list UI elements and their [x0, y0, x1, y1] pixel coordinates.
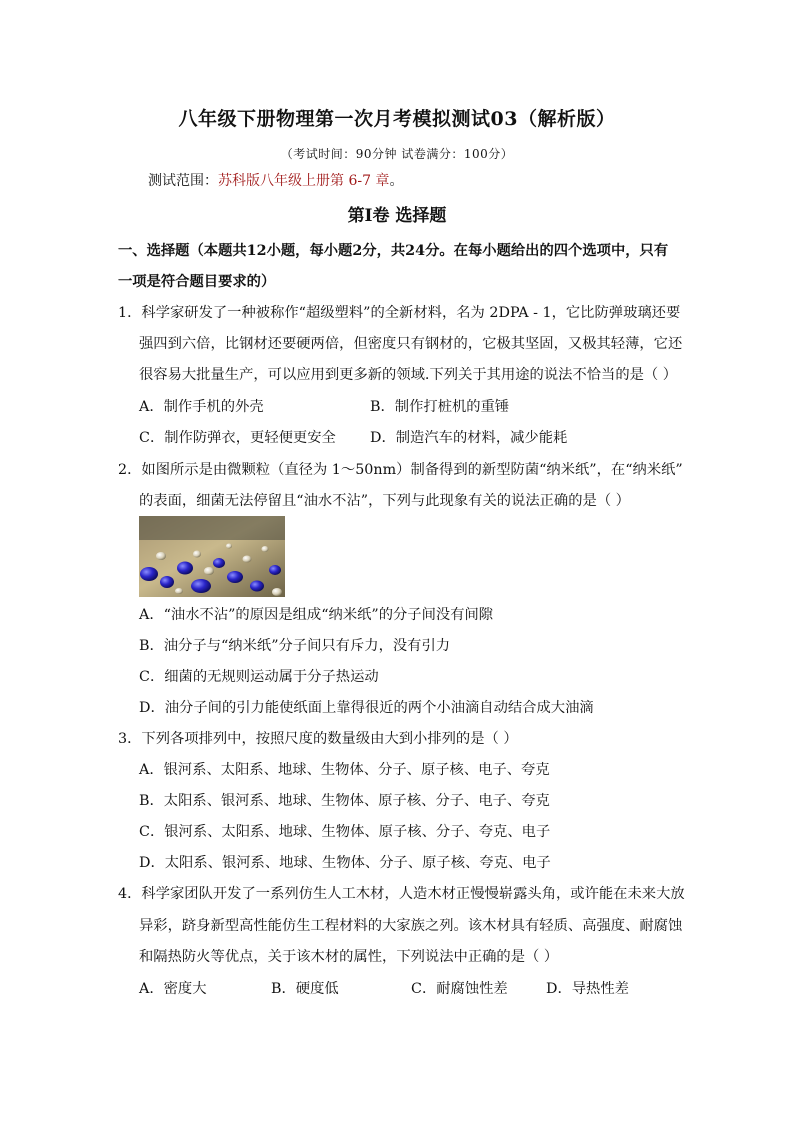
- instructions-line: 一项是符合题目要求的）: [118, 274, 276, 290]
- question-3-option-d[interactable]: D．太阳系、银河系、地球、生物体、分子、原子核、夸克、电子: [139, 855, 551, 871]
- question-1-text: 强四到六倍，比钢材还要硬两倍，但密度只有钢材的，它极其坚固，又极其轻薄，它还: [139, 336, 683, 352]
- question-4-option-c[interactable]: C．耐腐蚀性差: [411, 981, 508, 997]
- test-scope-label: 测试范围：: [148, 173, 218, 189]
- question-4-text: 4．科学家团队开发了一系列仿生人工木材，人造木材正慢慢崭露头角，或许能在未来大放: [118, 886, 685, 902]
- nano-paper-droplets-image: [139, 516, 285, 597]
- question-4-option-d[interactable]: D．导热性差: [546, 981, 629, 997]
- question-1-text: 很容易大批量生产，可以应用到更多新的领域.下列关于其用途的说法不恰当的是（ ）: [139, 367, 678, 383]
- question-2-option-a[interactable]: A．“油水不沾”的原因是组成“纳米纸”的分子间没有间隙: [139, 607, 494, 623]
- exam-title: 八年级下册物理第一次月考模拟测试03（解析版）: [178, 108, 616, 130]
- question-4-text: 异彩，跻身新型高性能仿生工程材料的大家族之列。该木材具有轻质、高强度、耐腐蚀: [139, 918, 683, 934]
- test-scope-end: 。: [389, 173, 404, 189]
- question-3-option-b[interactable]: B．太阳系、银河系、地球、生物体、原子核、分子、电子、夸克: [139, 793, 550, 809]
- question-1-option-d[interactable]: D．制造汽车的材料，减少能耗: [370, 430, 568, 446]
- question-2-option-c[interactable]: C．细菌的无规则运动属于分子热运动: [139, 669, 379, 685]
- question-1-option-b[interactable]: B．制作打桩机的重锤: [370, 399, 510, 415]
- question-2-option-b[interactable]: B．油分子与“纳米纸”分子间只有斥力，没有引力: [139, 638, 451, 654]
- question-3-option-c[interactable]: C．银河系、太阳系、地球、生物体、原子核、分子、夸克、电子: [139, 824, 551, 840]
- question-3-option-a[interactable]: A．银河系、太阳系、地球、生物体、分子、原子核、电子、夸克: [139, 762, 550, 778]
- question-2-text: 的表面，细菌无法停留且“油水不沾”，下列与此现象有关的说法正确的是（ ）: [139, 493, 630, 509]
- question-4-text: 和隔热防火等优点，关于该木材的属性，下列说法中正确的是（ ）: [139, 949, 559, 965]
- question-4-option-b[interactable]: B．硬度低: [271, 981, 339, 997]
- test-scope: [148, 170, 403, 190]
- test-scope-value: 苏科版八年级上册第 6-7 章: [218, 173, 390, 189]
- question-3-text: 3．下列各项排列中，按照尺度的数量级由大到小排列的是（ ）: [118, 731, 518, 747]
- question-2-option-d[interactable]: D．油分子间的引力能使纸面上靠得很近的两个小油滴自动结合成大油滴: [139, 700, 594, 716]
- question-2-text: 2．如图所示是由微颗粒（直径为 1～50nm）制备得到的新型防菌“纳米纸”，在“纳米纸”: [118, 462, 683, 478]
- question-4-option-a[interactable]: A．密度大: [139, 981, 207, 997]
- instructions-line: 一、选择题（本题共12小题，每小题2分，共24分。在每小题给出的四个选项中，只有: [118, 243, 669, 259]
- exam-subtitle: （考试时间：90分钟 试卷满分：100分）: [280, 147, 514, 161]
- question-1-option-c[interactable]: C．制作防弹衣，更轻便更安全: [139, 430, 336, 446]
- section-title: 第Ⅰ卷 选择题: [347, 206, 447, 226]
- question-1-option-a[interactable]: A．制作手机的外壳: [139, 399, 264, 415]
- question-1-text: 1．科学家研发了一种被称作“超级塑料”的全新材料，名为 2DPA - 1，它比防弹玻璃还要: [118, 305, 681, 321]
